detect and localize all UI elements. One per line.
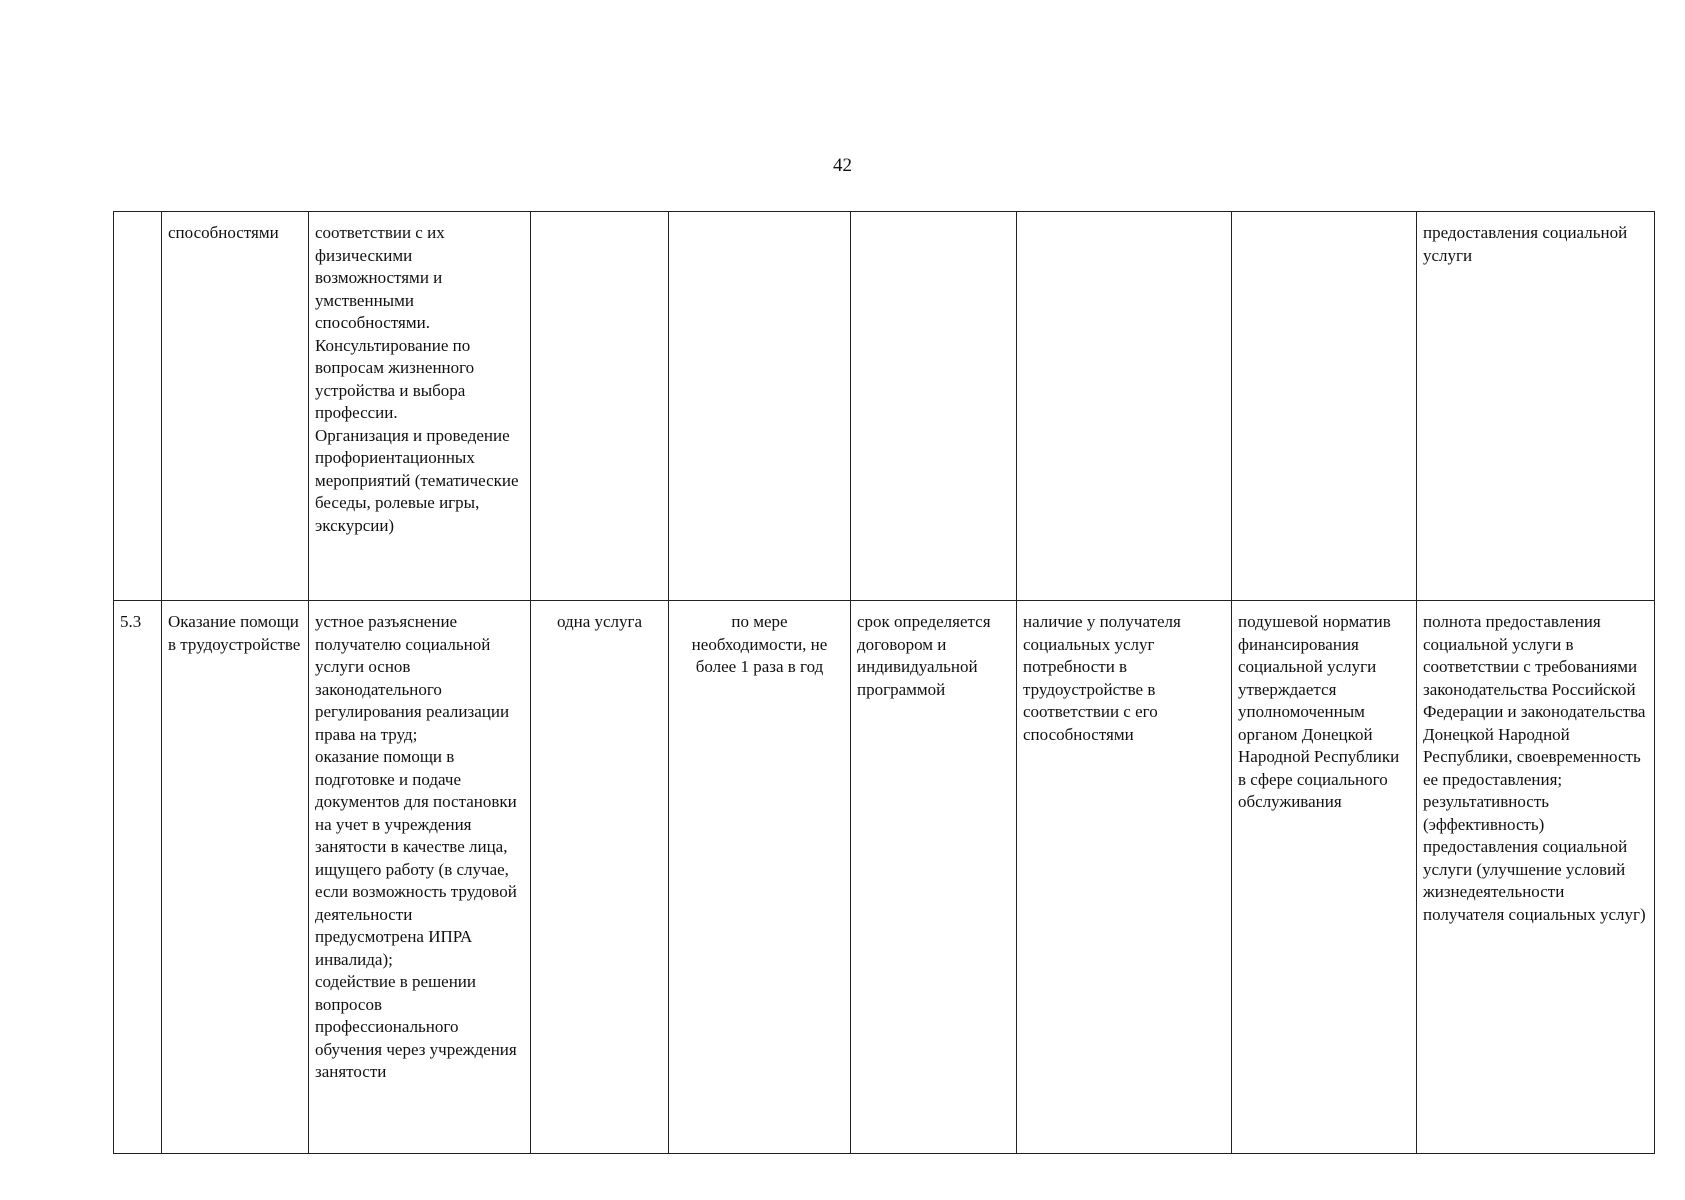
cell-number xyxy=(114,212,162,601)
cell-periodicity: по мере необходимости, не более 1 раза в год xyxy=(669,601,851,1154)
cell-service-description: устное разъяснение получателю социальной услуги основ законодательного регулирования реализации права на труд; оказание помощи в подготовке и подаче документов для постановки на учет в учреждения занятости в качестве лица, ищущего работу (в случае, если возможность трудовой деятельности предусмотрена ИПРА инвалида); содействие в решении вопросов профессионального обучения через учреждения занятости xyxy=(309,601,531,1154)
cell-quality: полнота предоставления социальной услуги в соответствии с требованиями законодательства Российской Федерации и законодательства Донецкой Народной Республики, своевременность ее предоставления; результативность (эффективность) предоставления социальной услуги (улучшение условий жизнедеятельности получателя социальных услуг) xyxy=(1417,601,1655,1154)
cell-unit: одна услуга xyxy=(531,601,669,1154)
cell-condition: наличие у получателя социальных услуг потребности в трудоустройстве в соответствии с его способностями xyxy=(1017,601,1232,1154)
cell-service-description: соответствии с их физическими возможностями и умственными способностями. Консультирование по вопросам жизненного устройства и выбора профессии. Организация и проведение профориентационных мероприятий (тематические беседы, ролевые игры, экскурсии) xyxy=(309,212,531,601)
table-row-5-3 xyxy=(114,601,1655,1154)
cell-service-name: способностями xyxy=(162,212,309,601)
cell-term: срок определяется договором и индивидуальной программой xyxy=(851,601,1017,1154)
table-row-continued xyxy=(114,212,1655,601)
cell-financing: подушевой норматив финансирования социальной услуги утверждается уполномоченным органом Донецкой Народной Республики в сфере социального обслуживания xyxy=(1232,601,1417,1154)
cell-service-name: Оказание помощи в трудоустройстве xyxy=(162,601,309,1154)
cell-unit xyxy=(531,212,669,601)
services-table xyxy=(113,211,1655,1154)
page-number: 42 xyxy=(833,155,852,176)
cell-term xyxy=(851,212,1017,601)
cell-financing xyxy=(1232,212,1417,601)
cell-periodicity xyxy=(669,212,851,601)
cell-quality: предоставления социальной услуги xyxy=(1417,212,1655,601)
cell-condition xyxy=(1017,212,1232,601)
cell-number: 5.3 xyxy=(114,601,162,1154)
